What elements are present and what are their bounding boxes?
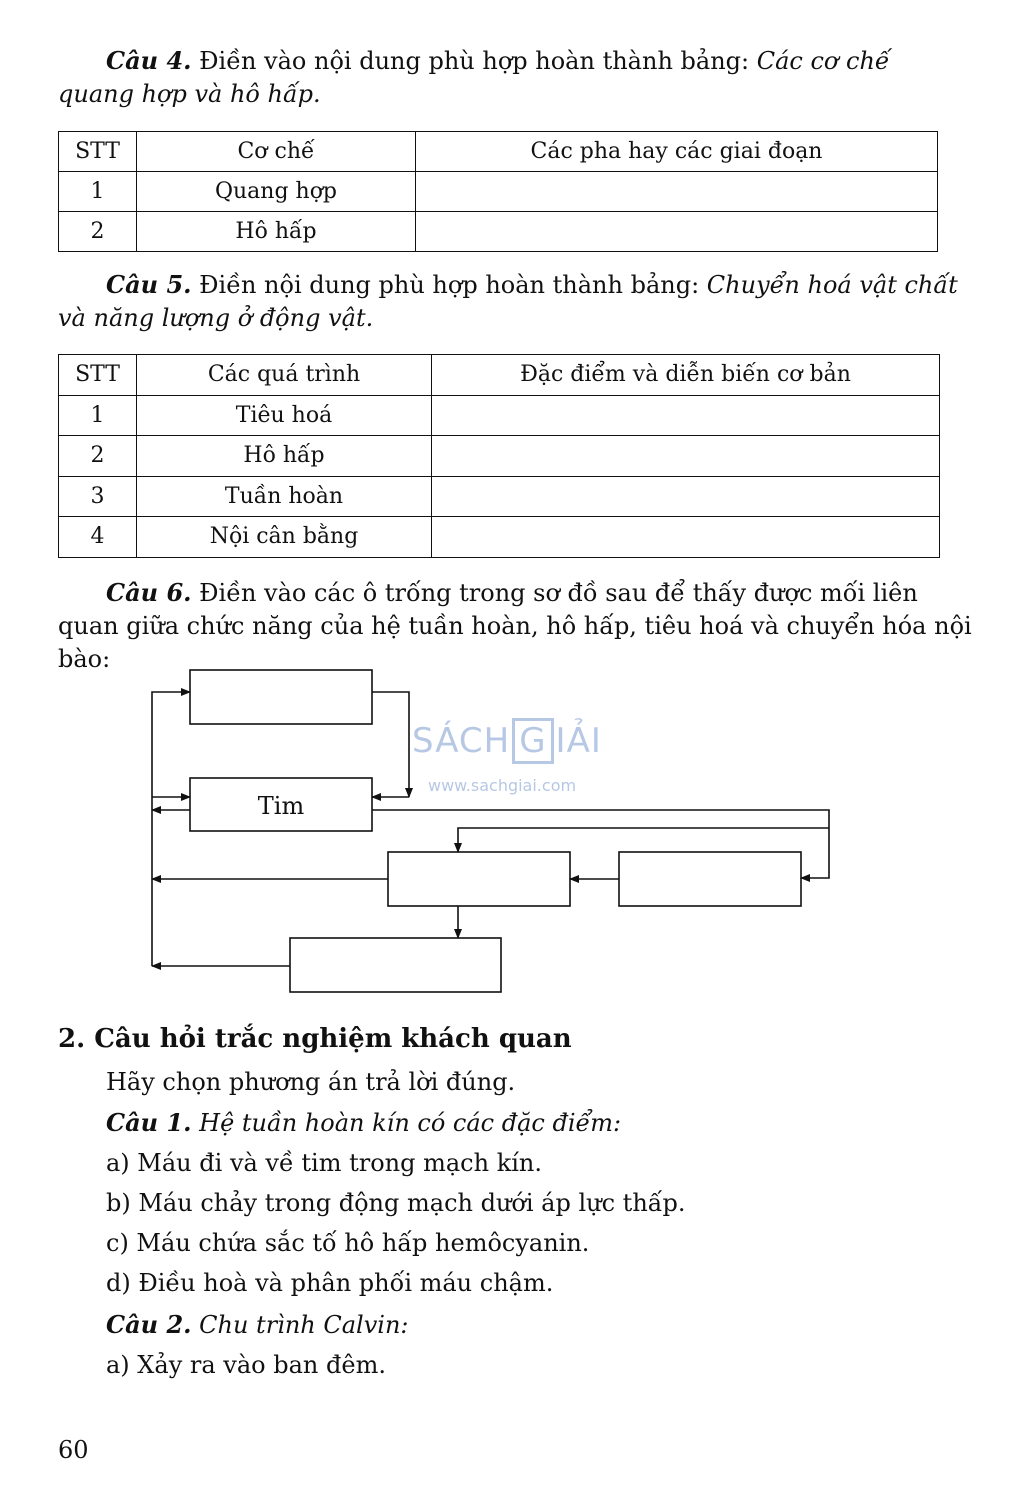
question-5-label: Câu 5.: [106, 270, 192, 299]
watermark-part: IẢI: [555, 721, 602, 761]
arrow-to-middle-box: [458, 828, 829, 852]
watermark-part: G: [512, 718, 553, 764]
mc-question-1-label: Câu 1.: [106, 1108, 192, 1137]
table-header-cell: Các quá trình: [137, 355, 432, 396]
table-cell: Hô hấp: [137, 436, 432, 477]
answer-option: a) Xảy ra vào ban đêm.: [106, 1351, 386, 1379]
watermark-url: www.sachgiai.com: [428, 776, 577, 795]
table-cell: 2: [59, 212, 137, 252]
instruction-text: Hãy chọn phương án trả lời đúng.: [106, 1068, 516, 1096]
blank-box-bottom: [290, 938, 501, 992]
mc-question-1-text: Hệ tuần hoàn kín có các đặc điểm:: [191, 1109, 622, 1137]
arrow-to-top-box: [152, 692, 190, 966]
mc-question-2-text: Chu trình Calvin:: [191, 1311, 409, 1339]
table-header-cell: Đặc điểm và diễn biến cơ bản: [432, 355, 940, 396]
table-cell: 1: [59, 395, 137, 436]
table-header-cell: STT: [59, 355, 137, 396]
table-cell: Tiêu hoá: [137, 395, 432, 436]
question-6-text: Điền vào các ô trống trong sơ đồ sau để thấy được mối liên quan giữa chức năng của hệ tuần hoàn, hô hấp, tiêu hoá và chuyển hóa nội bào:: [58, 579, 972, 673]
arrow-heart-to-right-box: [372, 810, 829, 878]
table-cell: Tuần hoàn: [137, 476, 432, 517]
blank-box-right: [619, 852, 801, 906]
blank-box-middle: [388, 852, 570, 906]
arrow-top-down: [372, 692, 409, 797]
answer-option: a) Máu đi và về tim trong mạch kín.: [106, 1149, 543, 1177]
table-cell: Nội cân bằng: [137, 517, 432, 558]
question-6-label: Câu 6.: [106, 578, 192, 607]
table-cell: 3: [59, 476, 137, 517]
table-cell: Hô hấp: [137, 212, 416, 252]
answer-option: b) Máu chảy trong động mạch dưới áp lực thấp.: [106, 1189, 686, 1217]
page-number: 60: [58, 1436, 89, 1464]
question-5-title: Chuyển hoá vật chất và năng lượng ở động vật.: [58, 271, 958, 332]
heart-label: Tim: [257, 792, 305, 820]
mc-question-1: [106, 1108, 621, 1137]
table-cell: 2: [59, 436, 137, 477]
question-4-text: Điền vào nội dung phù hợp hoàn thành bảng:: [191, 47, 757, 75]
question-4-label: Câu 4.: [106, 46, 192, 75]
watermark-part: SÁCH: [412, 721, 511, 761]
table-cell: 1: [59, 172, 137, 212]
answer-option: d) Điều hoà và phân phối máu chậm.: [106, 1269, 554, 1297]
section-heading: 2. Câu hỏi trắc nghiệm khách quan: [58, 1024, 572, 1054]
table-cell: Quang hợp: [137, 172, 416, 212]
table-header-cell: Cơ chế: [137, 132, 416, 172]
table-header-cell: STT: [59, 132, 137, 172]
question-4-title: Các cơ chế quang hợp và hô hấp.: [58, 47, 890, 108]
answer-option: c) Máu chứa sắc tố hô hấp hemôcyanin.: [106, 1229, 590, 1257]
blank-box-top: [190, 670, 372, 724]
table-header-cell: Các pha hay các giai đoạn: [416, 132, 938, 172]
mc-question-2: [106, 1310, 409, 1339]
mc-question-2-label: Câu 2.: [106, 1310, 192, 1339]
question-5-text: Điền nội dung phù hợp hoàn thành bảng:: [191, 271, 707, 299]
table-cell: 4: [59, 517, 137, 558]
